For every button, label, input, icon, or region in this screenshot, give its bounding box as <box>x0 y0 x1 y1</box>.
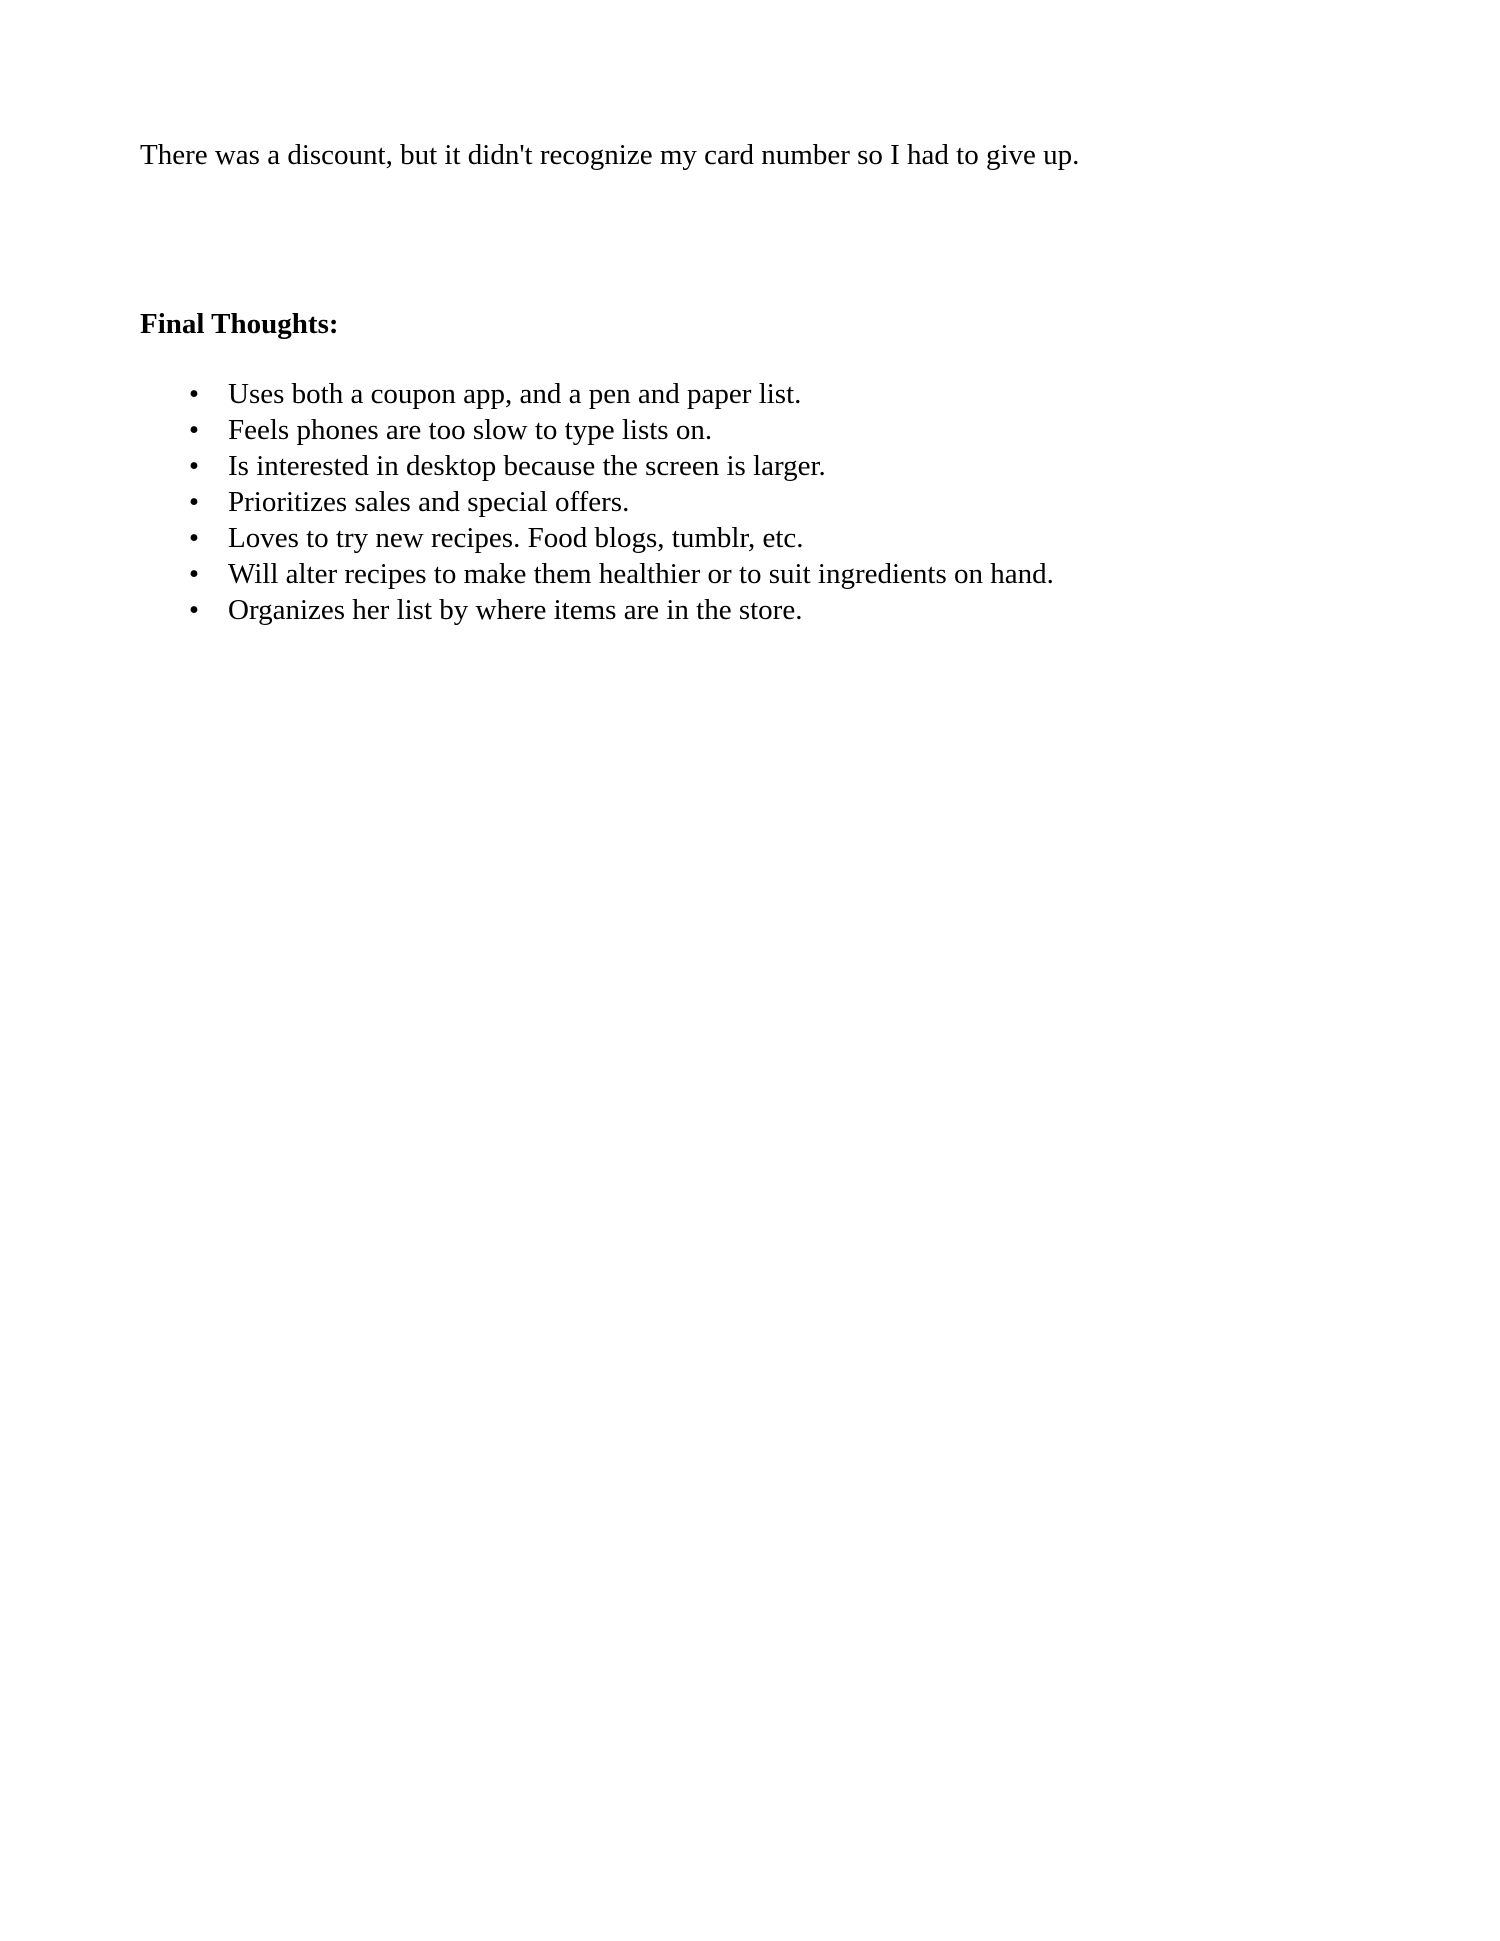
bullet-icon: • <box>188 378 200 410</box>
list-item <box>140 448 1054 484</box>
bullet-icon: • <box>188 486 200 518</box>
bullet-icon: • <box>188 414 200 446</box>
list-item <box>140 412 1054 448</box>
bullet-list <box>140 376 1054 628</box>
list-item-text: Is interested in desktop because the screen is larger. <box>228 450 826 482</box>
list-item-text: Prioritizes sales and special offers. <box>228 486 630 518</box>
list-item <box>140 376 1054 412</box>
bullet-icon: • <box>188 558 200 590</box>
bullet-icon: • <box>188 522 200 554</box>
list-item <box>140 484 1054 520</box>
list-item-text: Uses both a coupon app, and a pen and paper list. <box>228 378 802 410</box>
list-item <box>140 592 1054 628</box>
section-heading: Final Thoughts: <box>140 308 339 340</box>
list-item <box>140 520 1054 556</box>
list-item <box>140 556 1054 592</box>
bullet-icon: • <box>188 450 200 482</box>
list-item-text: Feels phones are too slow to type lists on. <box>228 414 713 446</box>
intro-paragraph: There was a discount, but it didn't recognize my card number so I had to give up. <box>140 139 1080 171</box>
list-item-text: Will alter recipes to make them healthier or to suit ingredients on hand. <box>228 558 1054 590</box>
list-item-text: Loves to try new recipes. Food blogs, tumblr, etc. <box>228 522 804 554</box>
list-item-text: Organizes her list by where items are in the store. <box>228 594 803 626</box>
bullet-icon: • <box>188 594 200 626</box>
